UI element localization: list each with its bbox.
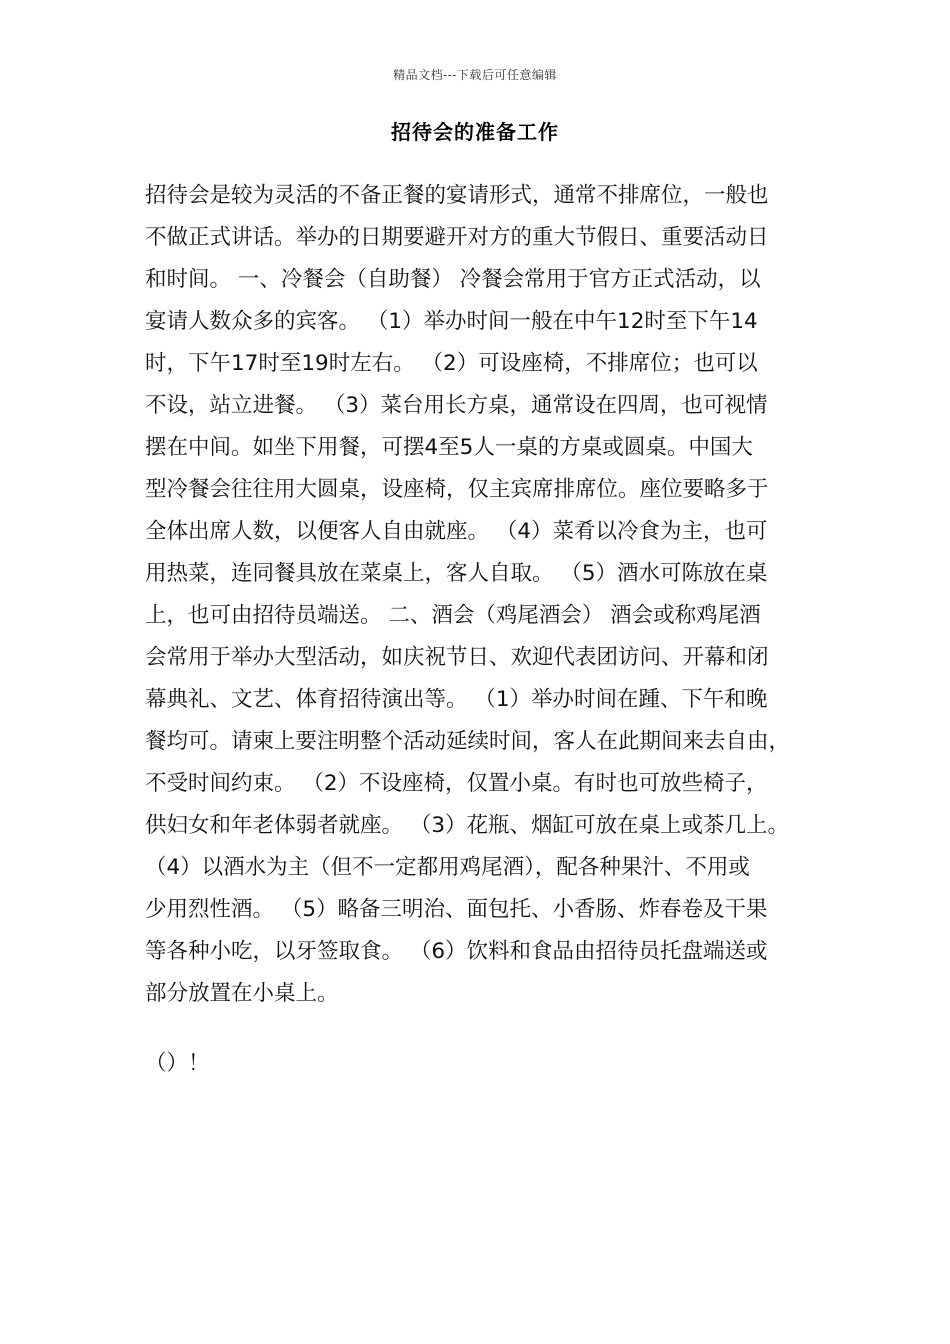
header-note: 精品文档---下载后可任意编辑 [393,68,557,82]
body-line: 时，下午17时至19时左右。 （2）可设座椅，不排席位；也可以 [145,351,758,376]
body-line: （4）以酒水为主（但不一定都用鸡尾酒），配各种果汁、不用或 [145,855,750,880]
body-line: 不受时间约束。 （2）不设座椅，仅置小桌。有时也可放些椅子， [145,771,768,796]
body-line: 少用烈性酒。 （5）略备三明治、面包托、小香肠、炸春卷及干果 [145,897,768,922]
body-line: 幕典礼、文艺、体育招待演出等。 （1）举办时间在踵、下午和晚 [145,687,768,712]
body-line: 用热菜，连同餐具放在菜桌上，客人自取。 （5）酒水可陈放在桌 [145,561,768,586]
body-line: 宴请人数众多的宾客。 （1）举办时间一般在中午12时至下午14 [145,309,758,334]
body-line: 和时间。 一、冷餐会（自助餐） 冷餐会常用于官方正式活动，以 [145,267,761,292]
body-line: 上，也可由招待员端送。 二、酒会（鸡尾酒会） 酒会或称鸡尾酒 [145,603,761,628]
body-line: 全体出席人数，以便客人自由就座。 （4）菜肴以冷食为主，也可 [145,519,768,544]
body-line: 等各种小吃，以牙签取食。 （6）饮料和食品由招待员托盘端送或 [145,939,768,964]
body-line: 部分放置在小桌上。 [145,981,339,1006]
body-line: 会常用于举办大型活动，如庆祝节日、欢迎代表团访问、开幕和闭 [145,645,769,670]
body-line: 供妇女和年老体弱者就座。 （3）花瓶、烟缸可放在桌上或茶几上。 [145,813,790,838]
body-line: 不做正式讲话。举办的日期要避开对方的重大节假日、重要活动日 [145,225,769,250]
body-line: 餐均可。请柬上要注明整个活动延续时间，客人在此期间来去自由， [145,729,791,754]
body-text [145,178,825,1018]
document-title: 招待会的准备工作 [391,120,559,144]
body-line: 摆在中间。如坐下用餐，可摆4至5人一桌的方桌或圆桌。中国大 [145,435,753,460]
body-line: 型冷餐会往往用大圆桌，设座椅，仅主宾席排席位。座位要略多于 [145,477,769,502]
closing-marks: （）！ [145,1051,210,1076]
body-line: 招待会是较为灵活的不备正餐的宴请形式，通常不排席位，一般也 [145,183,769,208]
body-line: 不设，站立进餐。 （3）菜台用长方桌，通常设在四周，也可视情 [145,393,768,418]
